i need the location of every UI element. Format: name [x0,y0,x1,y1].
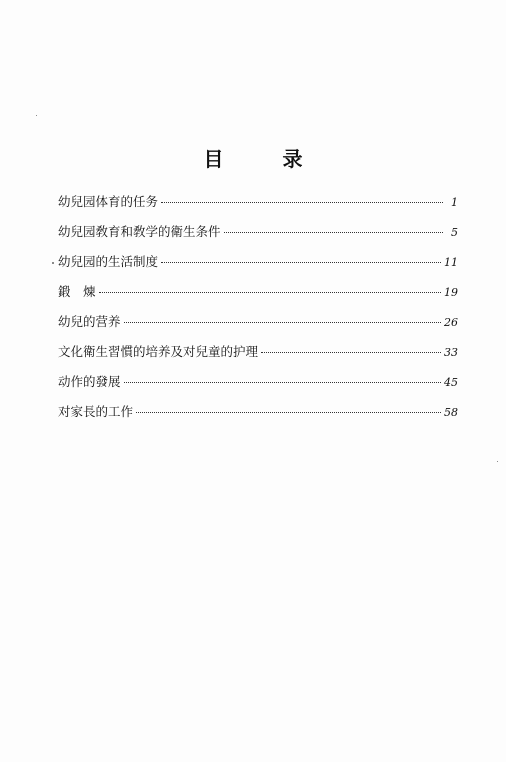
leader-dots [161,202,443,203]
leader-dots [124,382,441,383]
toc-entry-page: 58 [444,406,458,419]
toc-entry-page: 5 [451,226,458,239]
toc-entry-page: 1 [451,196,458,209]
scan-speck [52,262,54,264]
toc-entry-page: 33 [444,346,458,359]
toc-entry-label: 文化衛生習慣的培养及对兒童的护理 [58,344,259,359]
toc-entry[interactable] [58,252,458,270]
toc-entry[interactable] [58,402,458,420]
leader-dots [161,262,441,263]
page-title: 目 录 [203,147,329,171]
leader-dots [261,352,441,353]
toc-entry[interactable] [58,222,458,240]
toc-entry-label: 幼兒园体育的任务 [58,194,159,209]
toc-entry[interactable] [58,372,458,390]
toc-entry-label: 幼兒的营养 [58,314,121,329]
scan-speck [497,461,498,462]
toc-entry-label: 幼兒园的生活制度 [58,254,159,269]
toc-entry-label: 幼兒园敎育和敎学的衛生条件 [58,224,221,239]
toc-entry-label: 对家長的工作 [58,404,134,419]
toc-entry[interactable] [58,312,458,330]
leader-dots [224,232,443,233]
scan-speck [36,115,37,116]
leader-dots [124,322,441,323]
toc-entry-page: 19 [444,286,458,299]
toc-entry-page: 26 [444,316,458,329]
toc-entry-label: 鍛 煉 [58,284,96,299]
leader-dots [99,292,441,293]
leader-dots [136,412,441,413]
toc-entry-page: 11 [444,256,458,269]
toc-entry[interactable] [58,192,458,210]
toc-entry[interactable] [58,342,458,360]
toc-entry-label: 动作的發展 [58,374,121,389]
toc-entry[interactable] [58,282,458,300]
toc-entry-page: 45 [444,376,458,389]
